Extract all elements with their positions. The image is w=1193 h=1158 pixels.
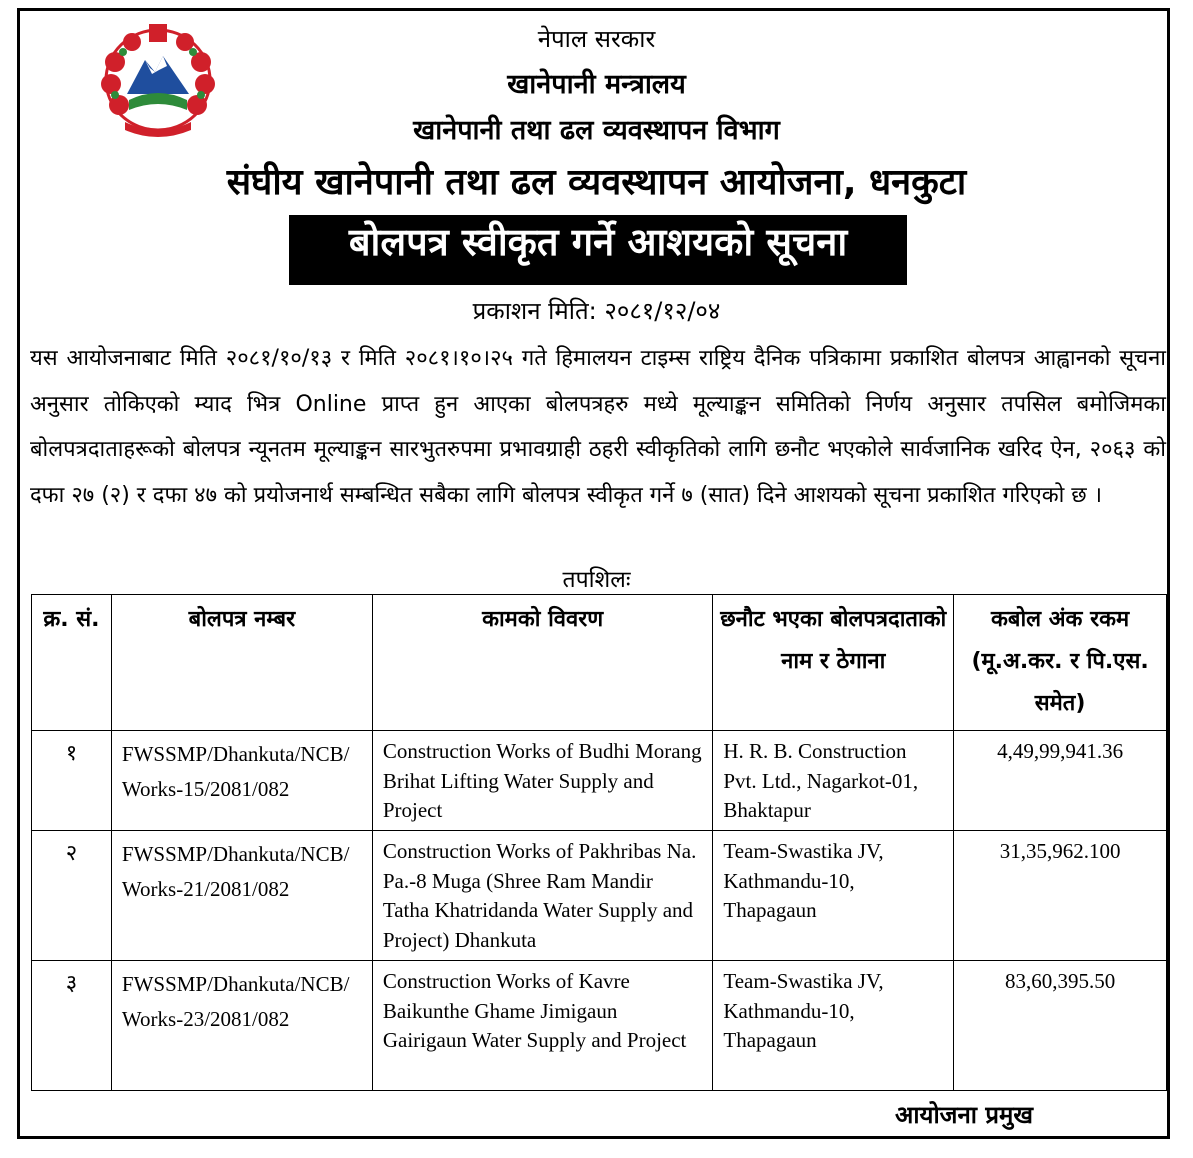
schedule-table <box>31 594 1167 1091</box>
row-serial: १ <box>32 731 112 831</box>
row-serial: २ <box>32 831 112 961</box>
table-row <box>32 731 1167 831</box>
header-description: कामको विवरण <box>372 595 713 731</box>
row-bidder: H. R. B. Construction Pvt. Ltd., Nagarkot-01, Bhaktapur <box>713 731 954 831</box>
header-serial: क्र. सं. <box>32 595 112 731</box>
row-bidder: Team-Swastika JV, Kathmandu-10, Thapagaun <box>713 961 954 1091</box>
row-bid-number: FWSSMP/Dhankuta/NCB/ Works-21/2081/082 <box>111 831 372 961</box>
header-department: खानेपानी तथा ढल व्यवस्थापन विभाग <box>413 115 780 146</box>
row-serial: ३ <box>32 961 112 1091</box>
row-amount: 31,35,962.100 <box>954 831 1167 961</box>
header-government: नेपाल सरकार <box>537 25 656 53</box>
table-header-row <box>32 595 1167 731</box>
header-ministry: खानेपानी मन्त्रालय <box>507 69 686 100</box>
table-row <box>32 831 1167 961</box>
notice-title: बोलपत्र स्वीकृत गर्ने आशयको सूचना <box>289 215 907 285</box>
schedule-title: तपशिलः <box>562 567 631 593</box>
row-bidder: Team-Swastika JV, Kathmandu-10, Thapagaun <box>713 831 954 961</box>
row-amount: 4,49,99,941.36 <box>954 731 1167 831</box>
table-row <box>32 961 1167 1091</box>
header-bidder: छनौट भएका बोलपत्रदाताको नाम र ठेगाना <box>713 595 954 731</box>
row-description: Construction Works of Budhi Morang Brihat Lifting Water Supply and Project <box>372 731 713 831</box>
row-amount: 83,60,395.50 <box>954 961 1167 1091</box>
notice-body: यस आयोजनाबाट मिति २०८१/१०/१३ र मिति २०८१।१०।२५ गते हिमालयन टाइम्स राष्ट्रिय दैनिक पत्रिकामा प्रकाशित बोलपत्र आह्वानको सूचना अनुसार तोकिएको म्याद भित्र Online प्राप्त हुन आएका बोलपत्रहरु मध्ये मूल्याङ्कन समितिको निर्णय अनुसार तपसिल बमोजिमका बोलपत्रदाताहरूको बोलपत्र न्यूनतम मूल्याङ्कन सारभुतरुपमा प्रभावग्राही ठहरी स्वीकृतिको लागि छनौट भएकोले सार्वजानिक खरिद ऐन, २०६३ को दफा २७ (२) र दफा ४७ को प्रयोजनार्थ सम्बन्धित सबैका लागि बोलपत्र स्वीकृत गर्ने ७ (सात) दिने आशयको सूचना प्रकाशित गरिएको छ । <box>30 346 1166 508</box>
header-amount: कबोल अंक रकम (मू.अ.कर. र पि.एस. समेत) <box>954 595 1167 731</box>
row-description: Construction Works of Pakhribas Na. Pa.-8 Muga (Shree Ram Mandir Tatha Khatridanda Water Supply and Project) Dhankuta <box>372 831 713 961</box>
row-bid-number: FWSSMP/Dhankuta/NCB/ Works-23/2081/082 <box>111 961 372 1091</box>
row-bid-number: FWSSMP/Dhankuta/NCB/ Works-15/2081/082 <box>111 731 372 831</box>
row-description: Construction Works of Kavre Baikunthe Ghame Jimigaun Gairigaun Water Supply and Project <box>372 961 713 1091</box>
header-bid-number: बोलपत्र नम्बर <box>111 595 372 731</box>
signature-project-chief: आयोजना प्रमुख <box>895 1101 1034 1129</box>
publication-date: प्रकाशन मिति: २०८१/१२/०४ <box>472 297 721 325</box>
header-project: संघीय खानेपानी तथा ढल व्यवस्थापन आयोजना, धनकुटा <box>226 162 967 203</box>
